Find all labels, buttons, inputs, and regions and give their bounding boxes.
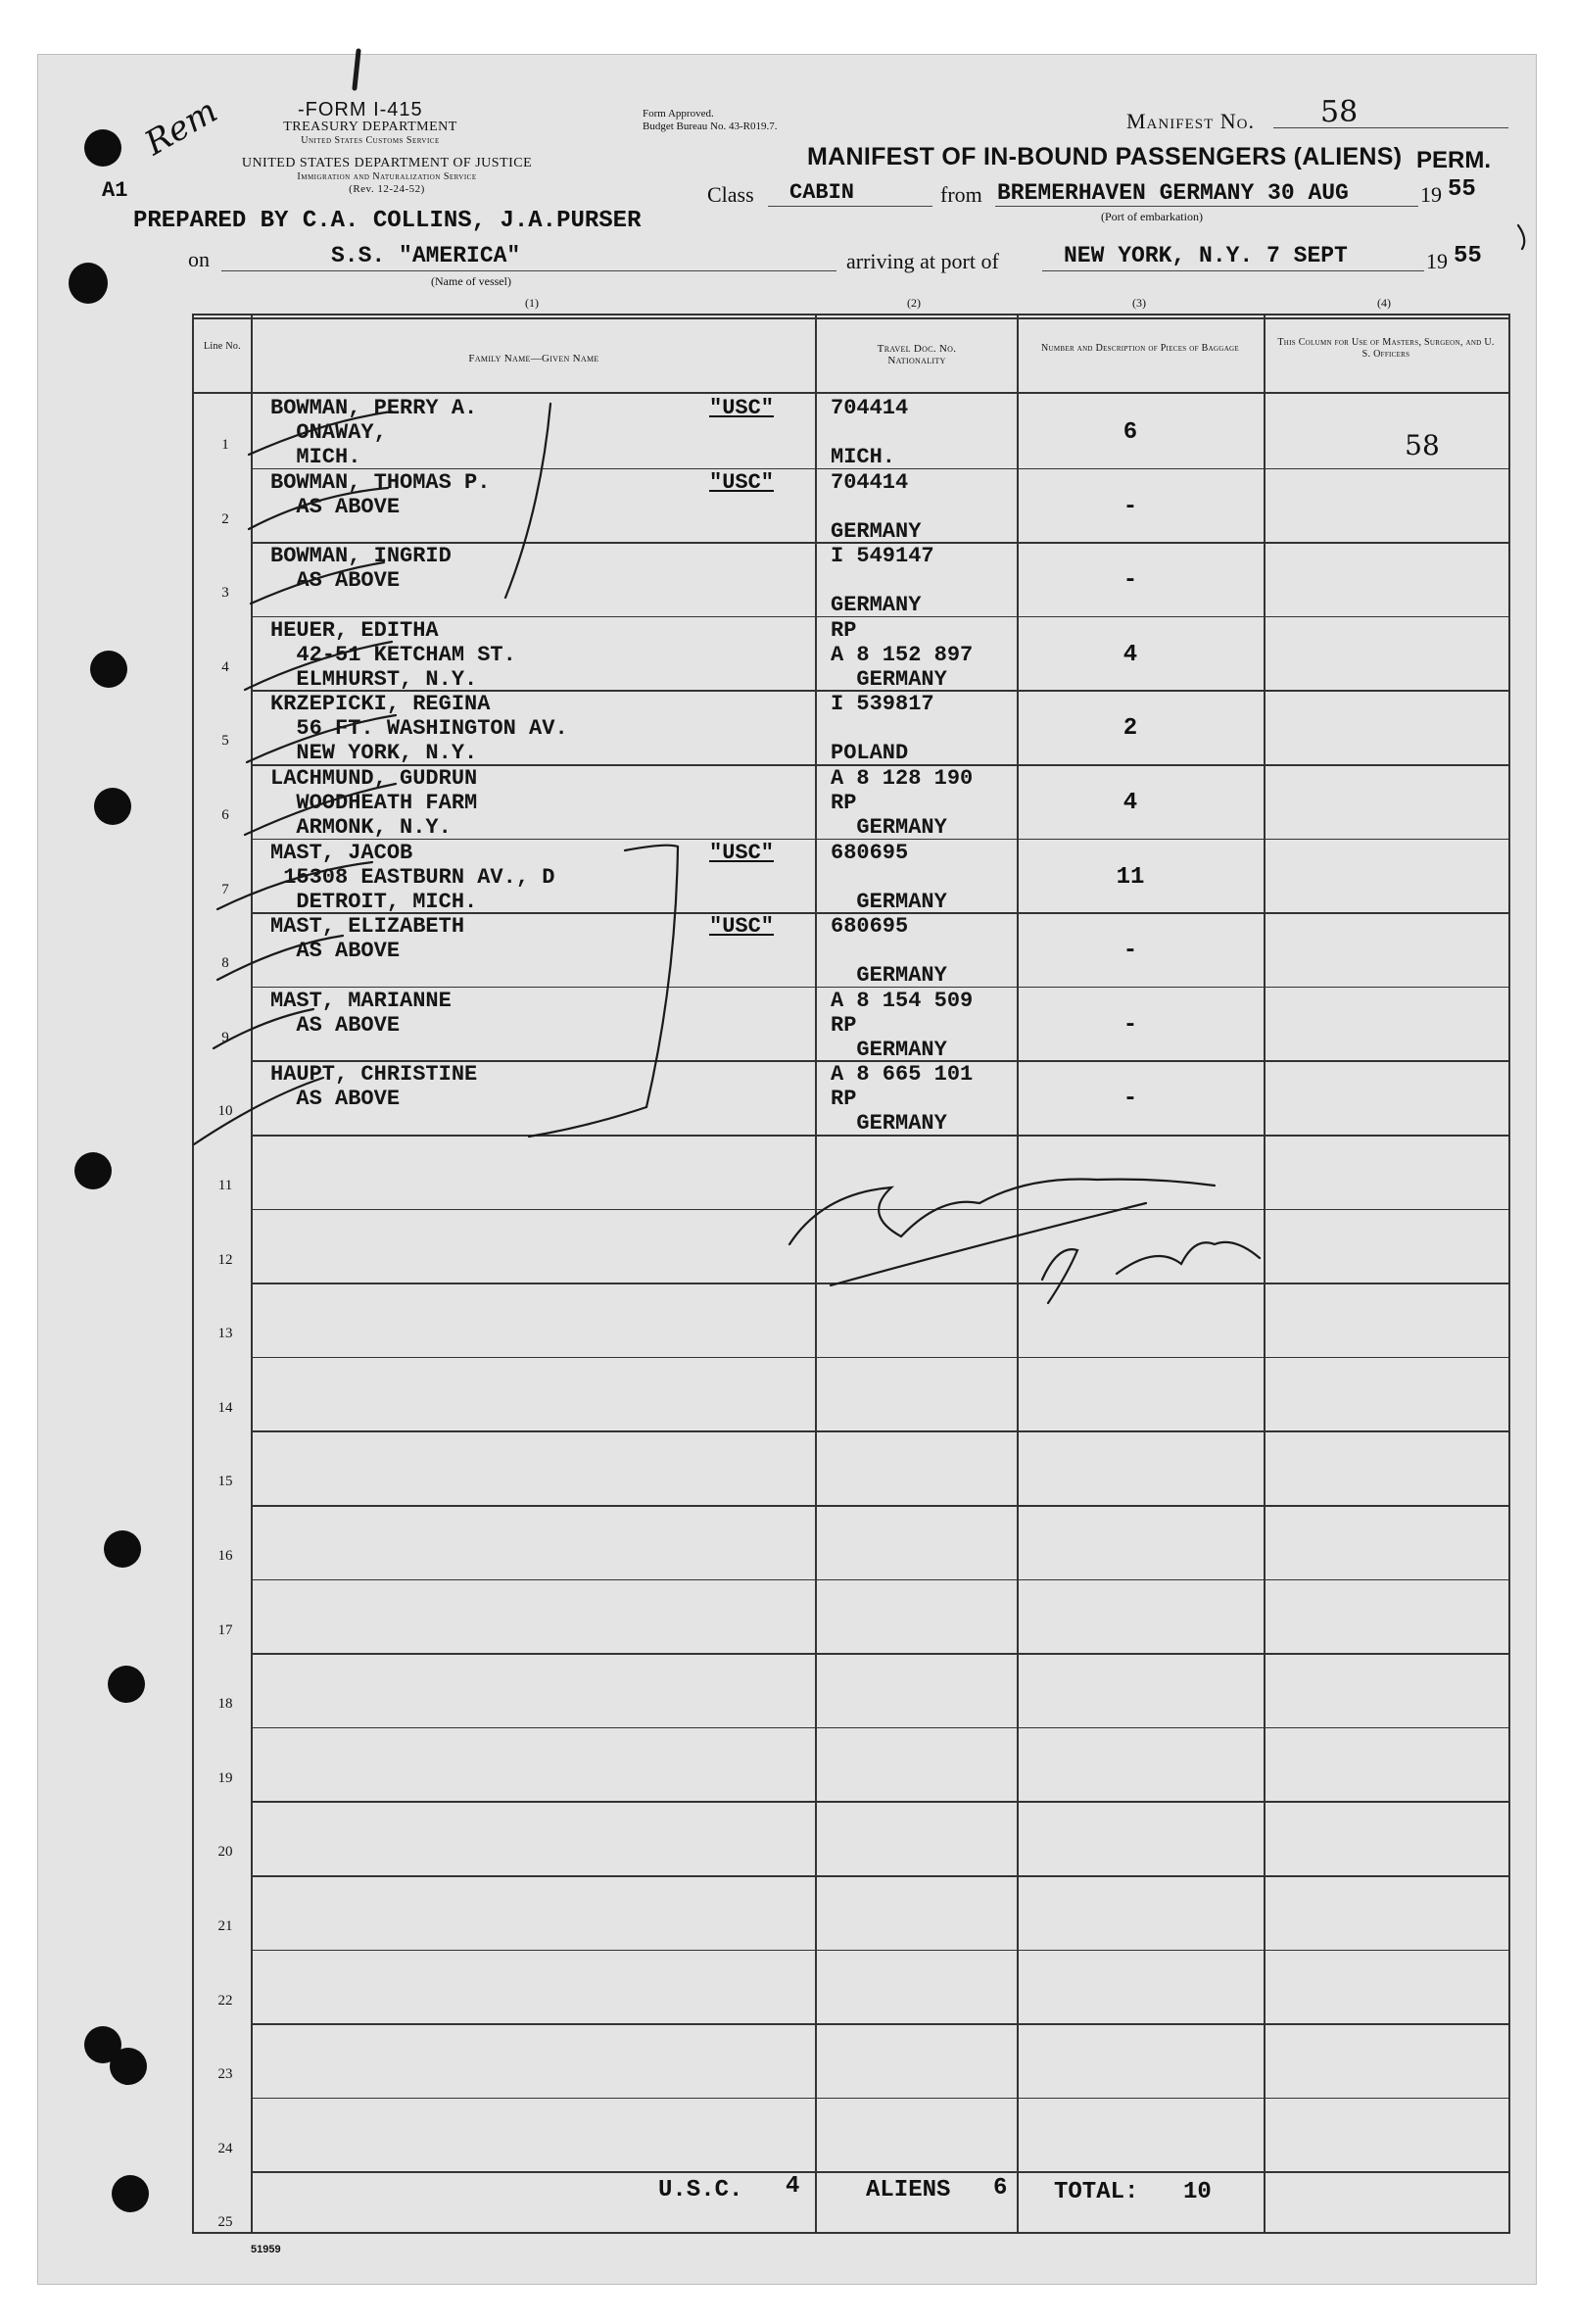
arrival-value: NEW YORK, N.Y. 7 SEPT	[1064, 243, 1348, 268]
line-number: 17	[217, 1622, 233, 1638]
usc-marker: "USC"	[709, 840, 775, 865]
passenger-name: BOWMAN, THOMAS P. AS ABOVE	[270, 469, 491, 519]
from-label: from	[940, 182, 982, 207]
line-number: 8	[221, 955, 229, 972]
column-number-1: (1)	[525, 296, 539, 310]
baggage-count: 6	[1122, 419, 1138, 446]
year-suffix-2: 55	[1454, 243, 1482, 269]
form-approved: Form Approved.	[643, 108, 714, 120]
column-header-baggage: Number and Description of Pieces of Baggage	[1041, 343, 1239, 354]
manifest-title: MANIFEST OF IN-BOUND PASSENGERS (ALIENS)	[807, 143, 1403, 170]
baggage-count: -	[1122, 1011, 1138, 1039]
passenger-name: HAUPT, CHRISTINE AS ABOVE	[270, 1062, 478, 1112]
line-number: 20	[217, 1844, 233, 1861]
grand-total-value: 10	[1183, 2179, 1212, 2205]
passenger-name: MAST, ELIZABETH AS ABOVE	[270, 914, 465, 964]
form-number: -FORM I-415	[298, 99, 423, 121]
line-number: 15	[217, 1474, 233, 1490]
bracket-mark	[529, 846, 678, 1137]
margin-tick	[1518, 225, 1524, 249]
column-header-officers: This Column for Use of Masters, Surgeon, and U. S. Officers	[1277, 337, 1495, 360]
travel-doc: A 8 154 509 RP GERMANY	[831, 988, 974, 1062]
checkmark	[249, 488, 388, 529]
baggage-count: -	[1122, 938, 1138, 965]
line-number: 12	[217, 1251, 233, 1268]
ins-service: Immigration and Naturalization Service	[297, 171, 477, 182]
passenger-name: MAST, JACOB 15308 EASTBURN AV., D DETROIT, MICH.	[270, 840, 555, 914]
customs-service: United States Customs Service	[301, 135, 440, 146]
usc-marker: "USC"	[709, 914, 775, 940]
perm-label: PERM.	[1416, 147, 1492, 173]
checkmark	[249, 412, 392, 455]
pen-mark	[355, 51, 358, 88]
travel-doc: 680695 GERMANY	[831, 914, 947, 989]
line-number: 9	[221, 1029, 229, 1045]
travel-doc: 704414 MICH.	[831, 396, 909, 469]
aliens-total-label: ALIENS	[866, 2177, 951, 2203]
port-embarkation-caption: (Port of embarkation)	[1101, 210, 1203, 223]
class-label: Class	[707, 182, 754, 207]
usc-total-label: U.S.C.	[658, 2177, 743, 2203]
column-header-line-no: Line No.	[204, 341, 241, 352]
year-prefix-2: 19	[1426, 249, 1448, 273]
a1-label: A1	[102, 178, 128, 203]
column-number-4: (4)	[1377, 296, 1391, 310]
line-number: 22	[217, 1992, 233, 2009]
checkmark	[245, 784, 396, 835]
vessel-value: S.S. "AMERICA"	[331, 243, 521, 268]
manifest-label: Manifest No.	[1126, 109, 1255, 133]
line-number: 7	[221, 881, 229, 897]
baggage-count: -	[1122, 1086, 1138, 1113]
passenger-name: KRZEPICKI, REGINA 56 FT. WASHINGTON AV. NEW YORK, N.Y.	[270, 692, 568, 766]
usc-total-value: 4	[786, 2173, 800, 2200]
line-number: 4	[221, 658, 229, 675]
checkmark	[251, 562, 384, 604]
arriving-label: arriving at port of	[846, 249, 999, 273]
treasury-department: TREASURY DEPARTMENT	[283, 120, 457, 134]
column-number-2: (2)	[907, 296, 921, 310]
line-number: 2	[221, 510, 229, 527]
checkmark	[214, 1009, 313, 1048]
officer-note: 58	[1405, 429, 1440, 461]
travel-doc: I 539817 POLAND	[831, 692, 934, 766]
usc-marker: "USC"	[709, 469, 775, 495]
line-number: 3	[221, 585, 229, 602]
line-number: 24	[217, 2140, 233, 2156]
revision-date: (Rev. 12-24-52)	[349, 183, 425, 195]
year-prefix-1: 19	[1420, 182, 1442, 207]
column-number-3: (3)	[1132, 296, 1146, 310]
line-number: 14	[217, 1399, 233, 1416]
usc-marker: "USC"	[709, 396, 775, 420]
line-number: 11	[217, 1178, 233, 1193]
line-number: 6	[221, 807, 229, 823]
baggage-count: 4	[1122, 790, 1138, 816]
travel-doc: RP A 8 152 897 GERMANY	[831, 617, 974, 692]
travel-doc: 680695 GERMANY	[831, 840, 947, 914]
line-number: 5	[221, 733, 229, 750]
line-number: 25	[217, 2214, 233, 2231]
department-of-justice: UNITED STATES DEPARTMENT OF JUSTICE	[241, 156, 533, 170]
line-number: 19	[217, 1769, 233, 1786]
baggage-count: 4	[1122, 641, 1138, 668]
aliens-total-value: 6	[993, 2175, 1008, 2202]
checkmark	[245, 642, 392, 690]
prepared-by: PREPARED BY C.A. COLLINS, J.A.PURSER	[133, 208, 642, 234]
travel-doc: A 8 128 190 RP GERMANY	[831, 766, 974, 840]
handwritten-rem: Rem	[138, 91, 224, 164]
vessel-caption: (Name of vessel)	[431, 274, 511, 288]
line-number: 16	[217, 1548, 233, 1564]
passenger-name: BOWMAN, INGRID AS ABOVE	[270, 544, 452, 594]
line-number: 1	[221, 437, 229, 453]
grand-total-label: TOTAL:	[1054, 2179, 1139, 2205]
passenger-name: MAST, MARIANNE AS ABOVE	[270, 988, 452, 1038]
column-header-travel-doc: Travel Doc. No. Nationality	[877, 343, 957, 366]
class-value: CABIN	[789, 180, 855, 205]
budget-bureau: Budget Bureau No. 43-R019.7.	[643, 121, 778, 132]
from-value: BREMERHAVEN GERMANY 30 AUG	[997, 180, 1349, 206]
travel-doc: 704414 GERMANY	[831, 469, 922, 544]
on-label: on	[188, 247, 210, 271]
checkmark	[217, 936, 343, 980]
baggage-count: 11	[1116, 863, 1145, 891]
column-header-name: Family Name—Given Name	[468, 353, 599, 364]
passenger-name: HEUER, EDITHA 42-51 KETCHAM ST. ELMHURST, N.Y.	[270, 617, 516, 692]
checkmark	[247, 715, 396, 762]
manifest-number-value: 58	[1320, 95, 1359, 129]
baggage-count: -	[1122, 567, 1138, 595]
travel-doc: A 8 665 101 RP GERMANY	[831, 1062, 974, 1137]
travel-doc: I 549147 GERMANY	[831, 544, 934, 618]
baggage-count: 2	[1122, 715, 1138, 743]
line-number: 10	[217, 1103, 233, 1120]
checkmark	[194, 1078, 323, 1144]
passenger-name: LACHMUND, GUDRUN WOODHEATH FARM ARMONK, N.Y.	[270, 766, 478, 840]
year-suffix-1: 55	[1448, 176, 1476, 203]
bracket-mark	[505, 404, 550, 598]
line-number: 21	[217, 1918, 233, 1934]
footer-code: 51959	[251, 2244, 281, 2255]
checkmark	[217, 862, 372, 909]
line-number: 18	[217, 1696, 233, 1713]
passenger-name: BOWMAN, PERRY A. ONAWAY, MICH.	[270, 396, 478, 469]
line-number: 23	[217, 2066, 233, 2083]
line-number: 13	[217, 1326, 233, 1342]
baggage-count: -	[1122, 493, 1138, 520]
